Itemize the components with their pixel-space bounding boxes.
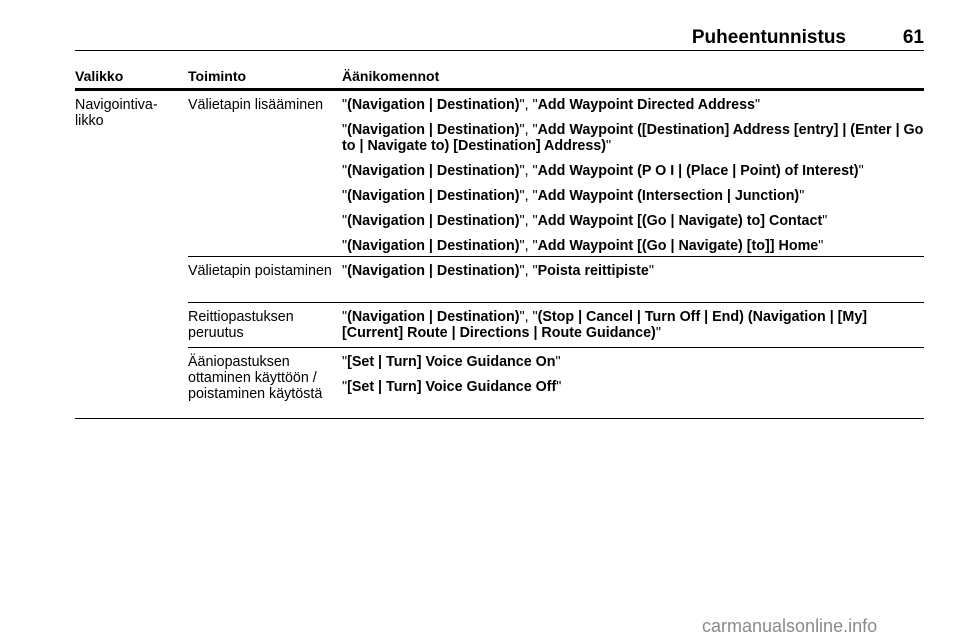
menu-cell: Navigointiva- likko: [75, 97, 158, 129]
page-title: Puheentunnistus: [691, 27, 846, 48]
command-phrase: Add Waypoint (P O I | (Place | Point) of Interest): [537, 163, 859, 179]
action-cell: Välietapin lisääminen: [188, 97, 324, 113]
command-phrase: Poista reittipiste: [537, 263, 649, 279]
voice-command: "[Set | Turn] Voice Guidance On": [342, 354, 561, 370]
command-phrase: [Set | Turn] Voice Guidance Off: [347, 379, 557, 395]
commands-cell: [342, 309, 924, 350]
voice-command: "(Navigation | Destination)", "Add Waypoint [(Go | Navigate) to] Contact": [342, 213, 828, 229]
command-phrase: (Navigation | Destination): [347, 213, 520, 229]
table-body: [75, 91, 924, 418]
voice-command: "(Navigation | Destination)", "Add Waypoint (P O I | (Place | Point) of Interest)": [342, 163, 864, 179]
command-phrase: Add Waypoint (Intersection | Junction): [537, 188, 800, 204]
command-phrase: (Navigation | Destination): [347, 238, 520, 254]
command-phrase: Add Waypoint ([Destination] Address [entry] | (Enter | Go to | Navigate to) [Destination] Address): [342, 122, 924, 154]
action-cell: Ääniopastuksen ottaminen käyttöön / poistaminen käytöstä: [188, 354, 323, 402]
command-phrase: (Navigation | Destination): [347, 122, 520, 138]
command-phrase: Add Waypoint [(Go | Navigate) to] Contact: [537, 213, 823, 229]
table-row: [75, 303, 924, 345]
command-phrase: (Navigation | Destination): [347, 97, 520, 113]
command-phrase: [Set | Turn] Voice Guidance On: [347, 354, 556, 370]
voice-command: "(Navigation | Destination)", "Add Waypoint [(Go | Navigate) [to]] Home": [342, 238, 824, 254]
column-header-menu: Valikko: [75, 68, 124, 84]
voice-command-table: [75, 68, 924, 419]
command-phrase: Add Waypoint [(Go | Navigate) [to]] Home: [537, 238, 819, 254]
command-phrase: Add Waypoint Directed Address: [537, 97, 755, 113]
voice-command: "(Navigation | Destination)", "Poista reittipiste": [342, 263, 654, 279]
watermark: carmanualsonline.info: [702, 616, 878, 636]
table-row: [75, 257, 924, 301]
action-cell: Reittiopastuksen peruutus: [188, 309, 294, 341]
commands-cell: [342, 354, 924, 404]
table-row: [75, 348, 924, 418]
table-bottom-rule: [75, 418, 924, 419]
command-phrase: (Stop | Cancel | Turn Off | End) (Navigation | [My] [Current] Route | Directions | Route Guidance): [342, 309, 868, 341]
column-header-commands: Äänikomennot: [342, 68, 440, 84]
voice-command: "(Navigation | Destination)", "(Stop | Cancel | Turn Off | End) (Navigation | [My] [Current] Route | Directions | Route Guidance)": [342, 309, 868, 341]
commands-cell: [342, 97, 924, 263]
column-header-action: Toiminto: [188, 68, 247, 84]
voice-command: "(Navigation | Destination)", "Add Waypoint (Intersection | Junction)": [342, 188, 805, 204]
table-header: [75, 68, 924, 91]
page-header: [75, 24, 924, 51]
command-phrase: (Navigation | Destination): [347, 263, 520, 279]
commands-cell: [342, 263, 924, 288]
page-number: 61: [902, 27, 924, 48]
voice-command: "(Navigation | Destination)", "Add Waypoint Directed Address": [342, 97, 761, 113]
command-phrase: (Navigation | Destination): [347, 309, 520, 325]
voice-command: "[Set | Turn] Voice Guidance Off": [342, 379, 562, 395]
command-phrase: (Navigation | Destination): [347, 163, 520, 179]
voice-command: "(Navigation | Destination)", "Add Waypoint ([Destination] Address [entry] | (Enter | Go to | Navigate to) [Destination] Address)": [342, 122, 924, 154]
table-row: [75, 91, 924, 256]
command-phrase: (Navigation | Destination): [347, 188, 520, 204]
action-cell: Välietapin poistaminen: [188, 263, 332, 279]
